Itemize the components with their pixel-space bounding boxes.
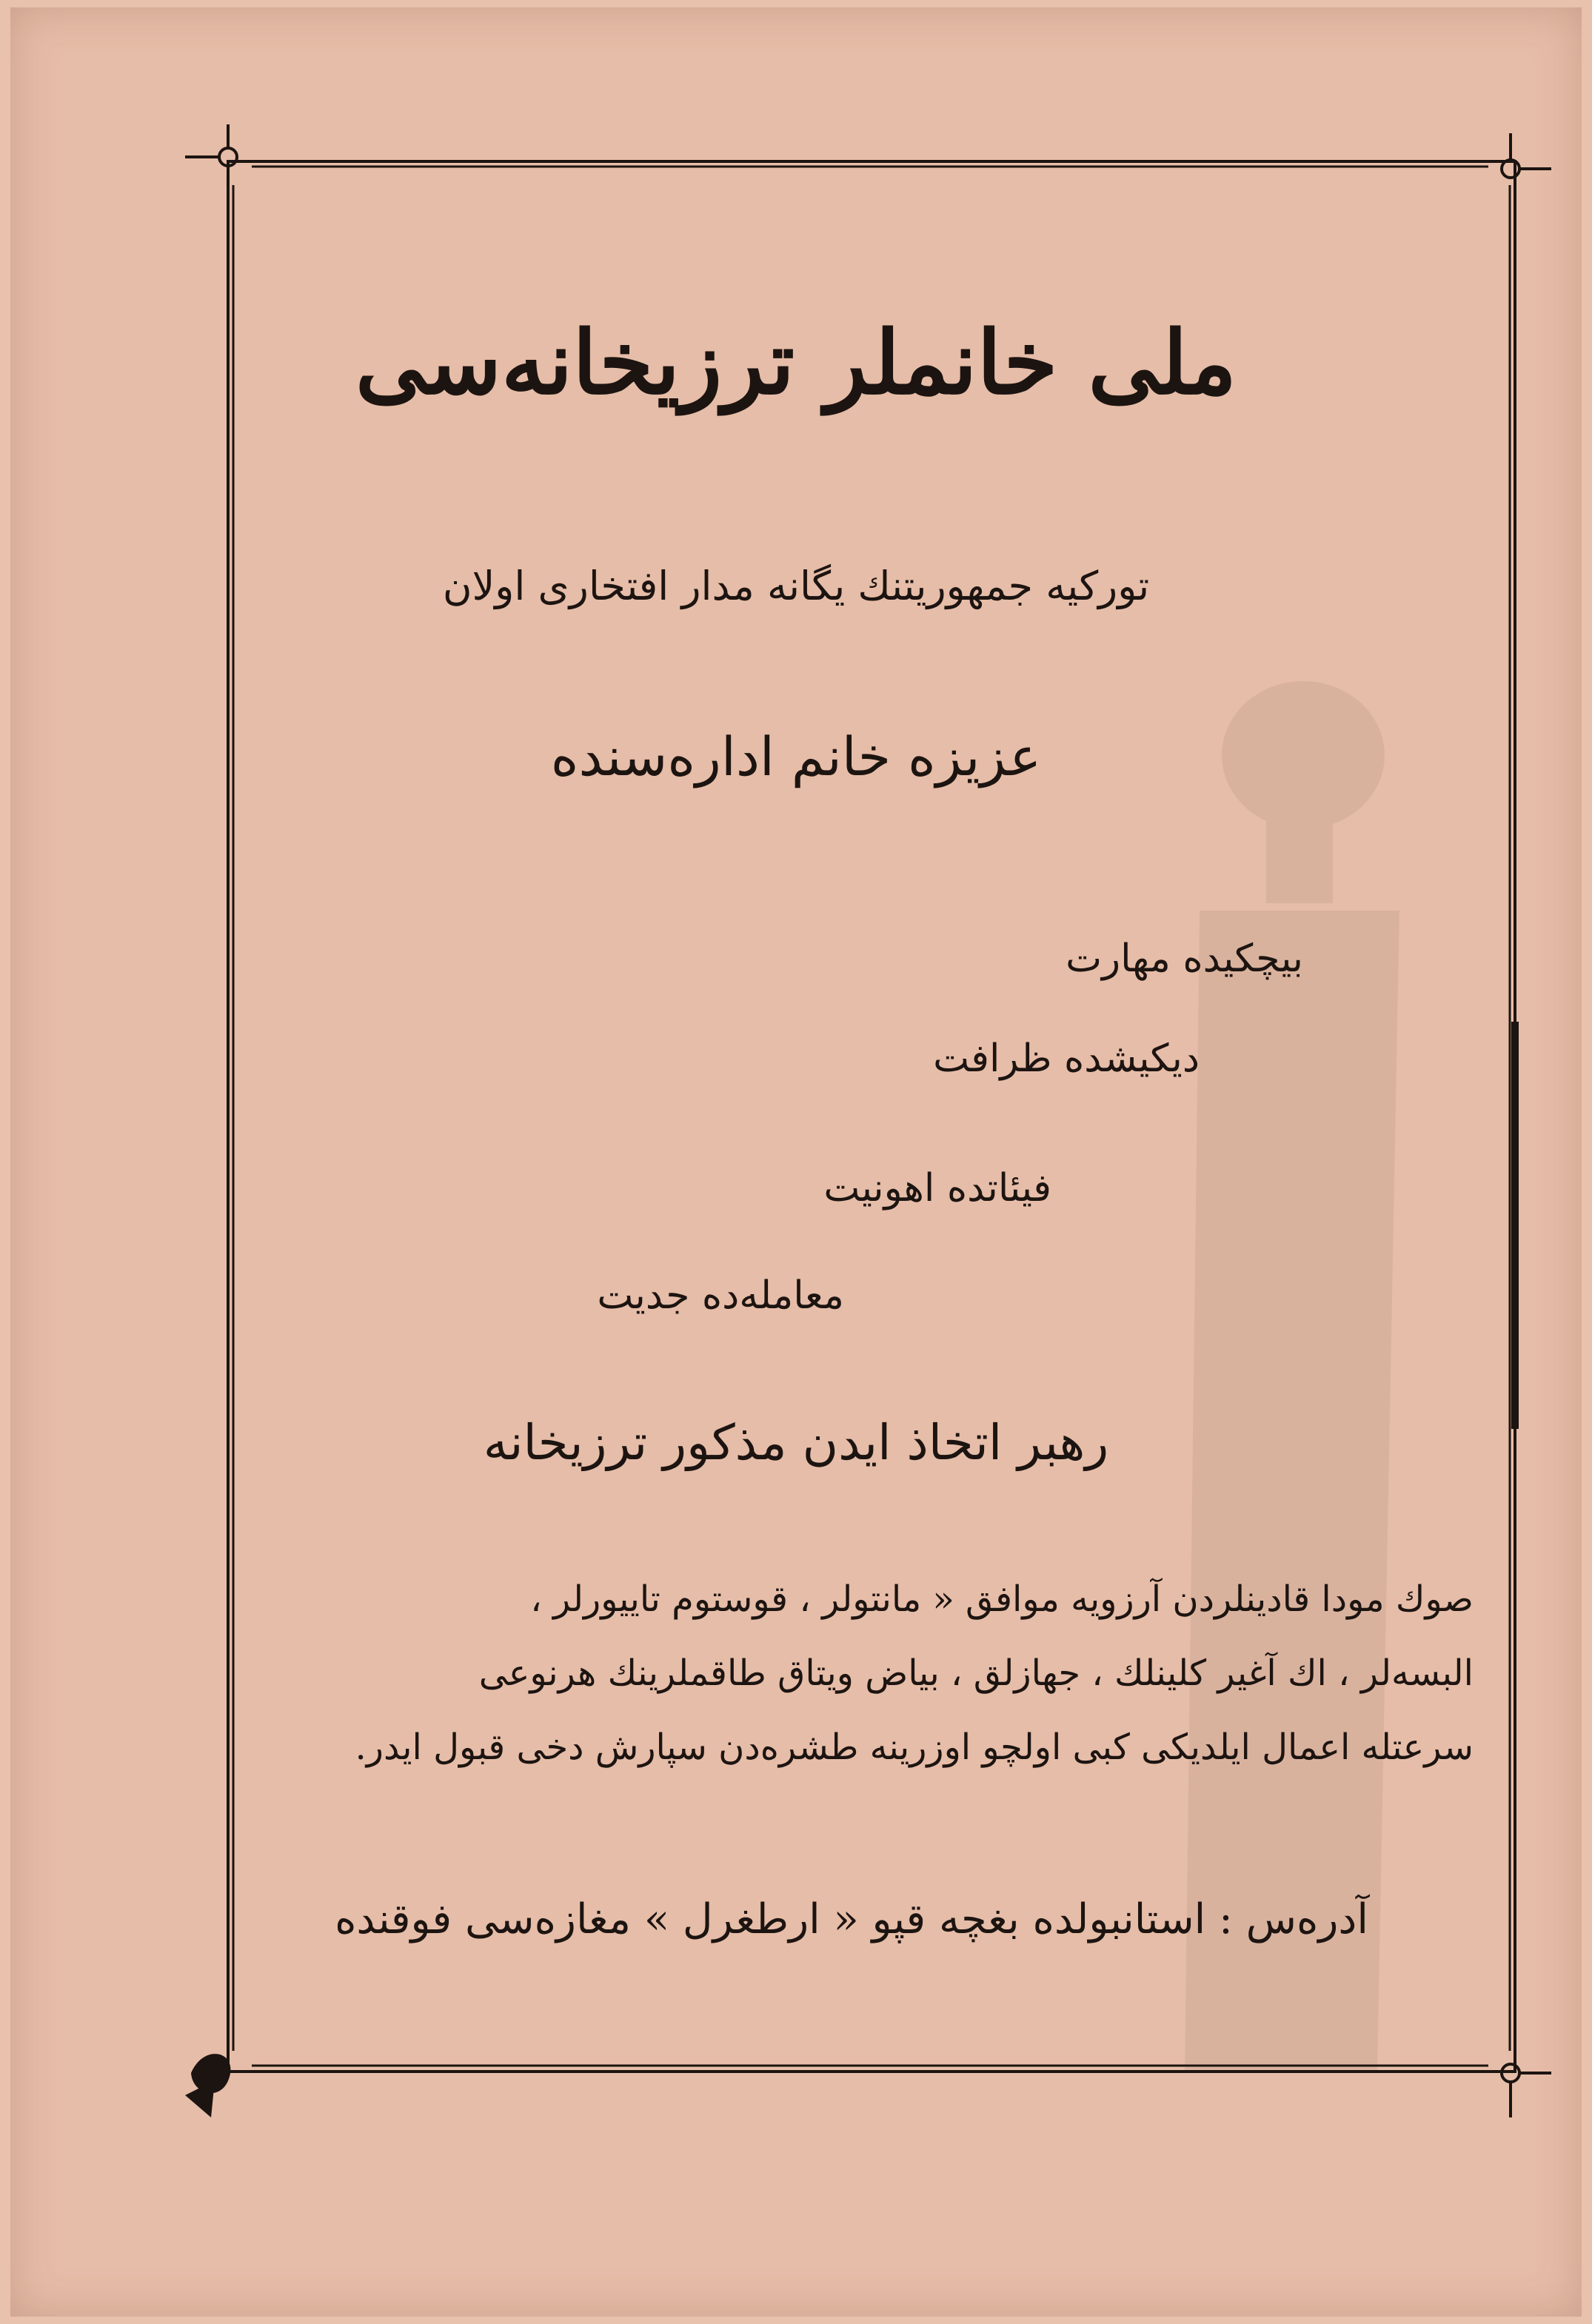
subtitle-line: تورکیه جمهوریتنك یگانه مدار افتخاری اولان <box>442 563 1150 609</box>
services-paragraph <box>230 1562 1474 1784</box>
paragraph-line: البسه‌لر ، اك آغیر كلینلك ، جهازلق ، بیاض ویتاق طاقملرینك هرنوعی <box>478 1652 1474 1694</box>
paragraph-line: صوك مودا قادینلردن آرزویه موافق « مانتولر ، قوستوم تاییورلر ، <box>530 1578 1474 1620</box>
address-line: آدره‌س : استانبولده بغچه قپو « ارطغرل » مغازه‌سی فوقنده <box>335 1895 1368 1943</box>
quality-item: فیئاتده اهونیت <box>823 1166 1051 1210</box>
quality-item: بیچکیده مهارت <box>1066 937 1303 981</box>
quality-item: معامله‌ده جدیت <box>597 1273 844 1318</box>
quality-item: دیکیشده ظرافت <box>933 1037 1200 1081</box>
corner-ornament-icon <box>185 2054 230 2117</box>
motto-line: رهبر اتخاذ ایدن مذکور ترزیخانه <box>483 1414 1109 1471</box>
paragraph-line: سرعتله اعمال ایلدیكی كبی اولچو اوزرینه طشره‌دن سپارش دخی قبول ایدر. <box>355 1727 1474 1768</box>
management-line: عزیزه خانم اداره‌سنده <box>550 726 1042 788</box>
shop-title: ملی خانملر ترزیخانه‌سی <box>355 311 1237 414</box>
